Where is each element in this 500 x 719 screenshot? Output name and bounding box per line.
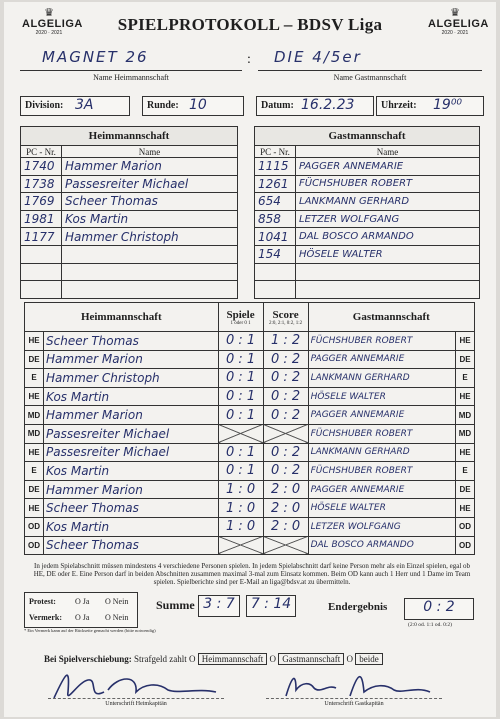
algeliga-logo-right: ♛ ALGELIGA 2020 · 2021 bbox=[428, 7, 489, 36]
crossed-cell bbox=[218, 424, 263, 443]
table-row bbox=[255, 263, 480, 281]
guest-team-caption: Name Gastmannschaft bbox=[333, 73, 407, 82]
table-row: 654 LANKMANN GERHARD bbox=[255, 193, 480, 211]
page-title: SPIELPROTOKOLL – BDSV Liga bbox=[117, 15, 383, 34]
col-pc: PC - Nr. bbox=[21, 146, 62, 158]
protest-nein-option[interactable]: O Nein bbox=[105, 597, 129, 606]
home-roster-title: Heimmannschaft bbox=[21, 127, 238, 146]
guest-captain-signature bbox=[266, 666, 442, 706]
crossed-cell bbox=[263, 536, 308, 555]
rules-text: In jedem Spielabschnitt müssen mindestens 4 verschiedene Personen spielen. In jedem Spielabschnitt darf keine Person mehr als ein Einzel spielen, egal ob HE, DE oder E. Eine Person darf in beiden Abschnitten zusammen maximal 3-mal zum Einsatz kommen. Beim OD kann auch 1 Herr und 1 Dame im Team spielen. Spielberichte sind per E-Mail an liga@bdsv.at zu übermitteln. bbox=[33, 562, 471, 586]
endergebnis-value: 0 : 2 bbox=[404, 598, 474, 620]
table-row: 1769 Scheer Thomas bbox=[21, 193, 238, 211]
team-separator: : bbox=[247, 52, 251, 67]
home-sig-line bbox=[48, 698, 224, 699]
match-row: HE Passesreiter Michael 0 : 1 0 : 2 LANKMANN GERHARD HE bbox=[25, 443, 475, 462]
table-row: 1261 FÜCHSHUBER ROBERT bbox=[255, 175, 480, 193]
endergebnis-note: (2:0 od. 1:1 od. 0:2) bbox=[408, 622, 452, 628]
runde-box: Runde: 10 bbox=[142, 96, 244, 116]
table-row bbox=[21, 281, 238, 299]
algeliga-logo-left: ♛ ALGELIGA 2020 · 2021 bbox=[22, 7, 83, 36]
match-row: E Hammer Christoph 0 : 1 0 : 2 LANKMANN GERHARD E bbox=[25, 369, 475, 388]
col-name: Name bbox=[62, 146, 238, 158]
summe-label: Summe bbox=[156, 598, 195, 612]
col-spiele: Spiele 1 oder 0 1 bbox=[218, 303, 263, 332]
home-sig-caption: Unterschrift Heimkapitän bbox=[105, 701, 167, 707]
option-gastmannschaft[interactable]: Gastmannschaft bbox=[278, 653, 344, 665]
table-row: 858 LETZER WOLFGANG bbox=[255, 210, 480, 228]
col-pc: PC - Nr. bbox=[255, 146, 296, 158]
table-row bbox=[21, 245, 238, 263]
protest-vermerk-box: Protest: O Ja O Nein Vermerk: O Ja O Nein bbox=[24, 592, 138, 628]
table-row: 1177 Hammer Christoph bbox=[21, 228, 238, 246]
col-name: Name bbox=[296, 146, 480, 158]
match-row: HE Scheer Thomas 1 : 0 2 : 0 HÖSELE WALTER HE bbox=[25, 499, 475, 518]
match-row: MD Hammer Marion 0 : 1 0 : 2 PAGGER ANNEMARIE MD bbox=[25, 406, 475, 425]
col-guest: Gastmannschaft bbox=[308, 303, 474, 332]
match-row: HE Scheer Thomas 0 : 1 1 : 2 FÜCHSHUBER ROBERT HE bbox=[25, 332, 475, 351]
uhrzeit-box: Uhrzeit: 19⁰⁰ bbox=[376, 96, 484, 116]
table-row: 1115 PAGGER ANNEMARIE bbox=[255, 158, 480, 176]
guest-team-name: DIE 4/5er bbox=[258, 48, 482, 71]
crossed-cell bbox=[263, 424, 308, 443]
match-row: MD Passesreiter Michael FÜCHSHUBER ROBERT MD bbox=[25, 424, 475, 443]
home-team-caption: Name Heimmannschaft bbox=[93, 73, 169, 82]
division-box: Division: 3A bbox=[20, 96, 130, 116]
option-beide[interactable]: beide bbox=[355, 653, 383, 665]
match-row: HE Kos Martin 0 : 1 0 : 2 HÖSELE WALTER HE bbox=[25, 387, 475, 406]
table-row bbox=[21, 263, 238, 281]
endergebnis-label: Endergebnis bbox=[328, 601, 388, 613]
vermerk-ja-option[interactable]: O Ja bbox=[75, 613, 90, 622]
match-row: OD Kos Martin 1 : 0 2 : 0 LETZER WOLFGANG OD bbox=[25, 517, 475, 536]
table-row: 1740 Hammer Marion bbox=[21, 158, 238, 176]
option-heimmannschaft[interactable]: Heimmannschaft bbox=[198, 653, 267, 665]
table-row: 1738 Passesreiter Michael bbox=[21, 175, 238, 193]
match-row: DE Hammer Marion 1 : 0 2 : 0 PAGGER ANNEMARIE DE bbox=[25, 480, 475, 499]
col-score: Score 2:0, 2:1, 0:2, 1:2 bbox=[263, 303, 308, 332]
spielverschiebung-row: Bei Spielverschiebung: Strafgeld zahlt O Heimmannschaft O Gastmannschaft O beide bbox=[44, 654, 383, 664]
datum-box: Datum: 16.2.23 bbox=[256, 96, 374, 116]
col-home: Heimmannschaft bbox=[25, 303, 219, 332]
guest-roster-title: Gastmannschaft bbox=[255, 127, 480, 146]
match-row: OD Scheer Thomas DAL BOSCO ARMANDO OD bbox=[25, 536, 475, 555]
table-row: 154 HÖSELE WALTER bbox=[255, 245, 480, 263]
protest-ja-option[interactable]: O Ja bbox=[75, 597, 90, 606]
table-row: 1981 Kos Martin bbox=[21, 210, 238, 228]
vermerk-nein-option[interactable]: O Nein bbox=[105, 613, 129, 622]
summe-score: 7 : 14 bbox=[246, 595, 296, 617]
match-row: DE Hammer Marion 0 : 1 0 : 2 PAGGER ANNEMARIE DE bbox=[25, 350, 475, 369]
table-row bbox=[255, 281, 480, 299]
match-table bbox=[24, 302, 475, 555]
guest-sig-line bbox=[266, 698, 442, 699]
summe-spiele: 3 : 7 bbox=[198, 595, 240, 617]
vermerk-footnote: * Ein Vermerk kann auf der Rückseite gemacht werden (bitte notwendig) bbox=[24, 628, 156, 633]
home-team-name: MAGNET 26 bbox=[20, 48, 242, 71]
score-sheet bbox=[4, 2, 496, 717]
match-row: E Kos Martin 0 : 1 0 : 2 FÜCHSHUBER ROBERT E bbox=[25, 462, 475, 481]
guest-roster-table bbox=[254, 126, 480, 299]
table-row: 1041 DAL BOSCO ARMANDO bbox=[255, 228, 480, 246]
guest-sig-caption: Unterschrift Gastkapitän bbox=[324, 701, 384, 707]
home-roster-table bbox=[20, 126, 238, 299]
crossed-cell bbox=[218, 536, 263, 555]
